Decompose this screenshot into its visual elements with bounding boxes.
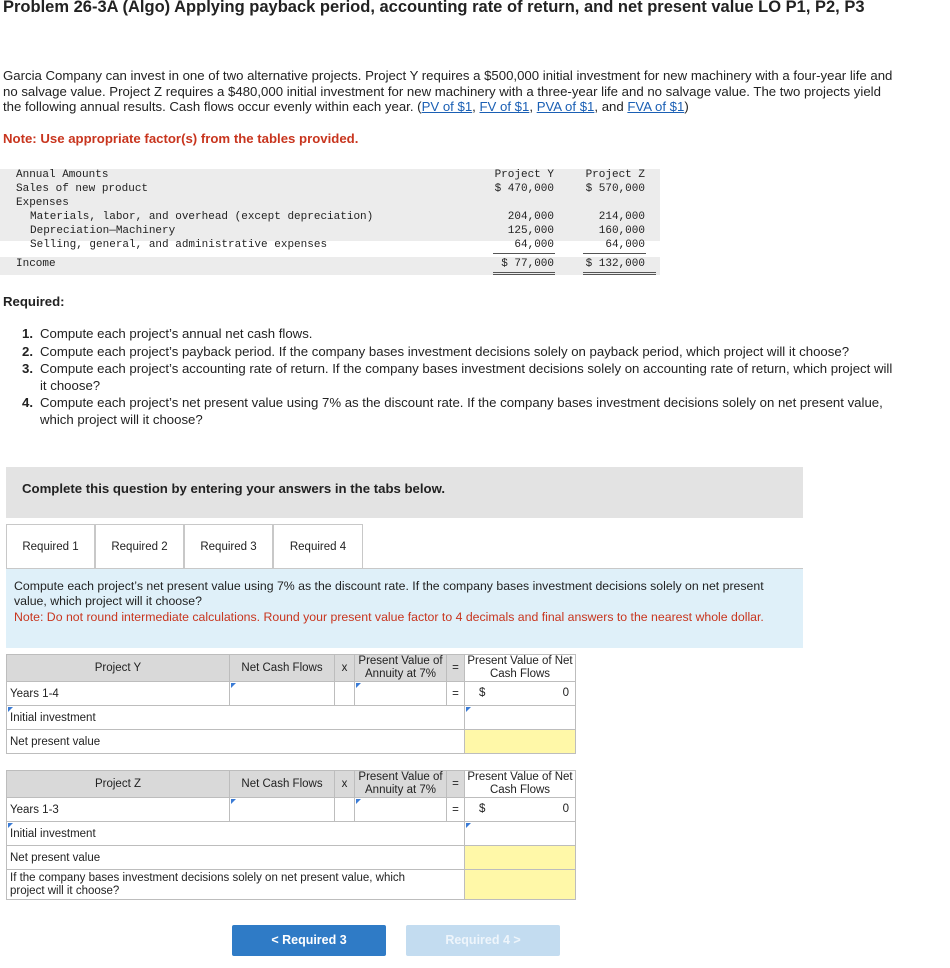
intro-text: Garcia Company can invest in one of two alternative projects. Project Y requires a $500,000 initial investment for new machinery with a four-year life and no salvage value. Project Z requires a $480,000 initial investment for new machinery with a three-year life and no salvage value. The two projects yield the following annual results. Cash flows occur evenly within each year.	[3, 68, 893, 114]
fin-row-label: Selling, general, and administrative expenses	[30, 239, 328, 251]
npv-input[interactable]	[465, 846, 576, 870]
times-cell	[335, 682, 355, 706]
rule	[583, 274, 656, 275]
pv-result-cell	[465, 682, 576, 706]
pv-result-value: 0	[562, 687, 569, 699]
panel-note: Note: Do not round intermediate calculations. Round your present value factor to 4 decimals and final answers to the nearest whole dollar.	[14, 610, 764, 624]
header-project: Project Y	[7, 655, 230, 682]
times-cell	[335, 798, 355, 822]
fin-row-y: $ 77,000	[501, 258, 554, 270]
rule	[583, 253, 646, 254]
required-item	[22, 361, 902, 394]
header-net-cash-flows: Net Cash Flows	[230, 771, 335, 798]
fin-row-label: Expenses	[16, 197, 69, 209]
fin-row-y: 64,000	[514, 239, 554, 251]
header-equals: =	[447, 771, 465, 798]
currency-sign: $	[479, 803, 486, 815]
fin-row-z: 64,000	[605, 239, 645, 251]
required-title: Required:	[3, 294, 65, 309]
initial-investment-label	[7, 706, 465, 730]
fin-row-y: 125,000	[507, 225, 554, 237]
project-choice-input[interactable]	[465, 870, 576, 900]
initial-investment-text: Initial investment	[10, 711, 96, 724]
net-cash-flows-input[interactable]	[230, 682, 335, 706]
fin-row-label: Income	[16, 258, 56, 270]
initial-investment-input[interactable]	[465, 822, 576, 846]
link-fva-of-1[interactable]: FVA of $1	[627, 99, 685, 114]
fin-row-label: Materials, labor, and overhead (except depreciation)	[30, 211, 374, 223]
rule	[493, 253, 555, 254]
fin-row-y: $ 470,000	[494, 183, 554, 195]
required-item	[22, 344, 902, 361]
fin-row-z: $ 132,000	[585, 258, 645, 270]
header-equals: =	[447, 655, 465, 682]
problem-intro	[3, 68, 893, 115]
instruction-panel	[6, 569, 803, 648]
item-num: 2.	[22, 343, 33, 359]
tab-required-4[interactable]: Required 4	[273, 524, 363, 569]
link-sep: ,	[472, 99, 480, 114]
initial-investment-label	[7, 822, 465, 846]
required-item	[22, 395, 902, 428]
page-title: Problem 26-3A (Algo) Applying payback period, accounting rate of return, and net present value LO P1, P2, P3	[3, 0, 865, 16]
rule	[493, 272, 555, 273]
annual-amounts-label: Annual Amounts	[16, 169, 109, 181]
item-num: 4.	[22, 395, 33, 410]
item-text: Compute each project’s annual net cash flows.	[40, 326, 313, 341]
col-project-y: Project Y	[494, 169, 554, 181]
panel-instruction: Compute each project’s net present value using 7% as the discount rate. If the company bases investment decisions solely on net present value, which project will it choose?	[14, 579, 764, 608]
choose-question	[7, 870, 465, 900]
pv-factor-input[interactable]	[355, 798, 447, 822]
years-label: Years 1-3	[7, 798, 230, 822]
header-pv-annuity: Present Value of Annuity at 7%	[355, 771, 447, 798]
link-pv-of-1[interactable]: PV of $1	[421, 99, 473, 114]
item-text: Compute each project’s accounting rate of return. If the company bases investment decisions solely on accounting rate of return, which project will it choose?	[40, 361, 893, 393]
fin-row-label: Sales of new product	[16, 183, 149, 195]
header-net-cash-flows: Net Cash Flows	[230, 655, 335, 682]
required-item	[22, 326, 902, 343]
item-text: Compute each project’s payback period. If the company bases investment decisions solely on payback period, which project will it choose?	[40, 343, 850, 359]
years-label: Years 1-4	[7, 682, 230, 706]
npv-table-project-y	[6, 654, 576, 754]
complete-instructions: Complete this question by entering your answers in the tabs below.	[22, 481, 446, 496]
item-num: 3.	[22, 361, 33, 376]
item-text: Compute each project’s net present value using 7% as the discount rate. If the company bases investment decisions solely on net present value, which project will it choose?	[40, 395, 883, 427]
required-list	[22, 326, 902, 429]
net-cash-flows-input[interactable]	[230, 798, 335, 822]
currency-sign: $	[479, 687, 486, 699]
npv-input[interactable]	[465, 730, 576, 754]
header-pv-annuity: Present Value of Annuity at 7%	[355, 655, 447, 682]
pv-result-value: 0	[562, 803, 569, 815]
paren-open: (	[417, 99, 422, 114]
tab-required-2[interactable]: Required 2	[95, 524, 184, 569]
npv-label: Net present value	[7, 730, 465, 754]
fin-row-label: Depreciation—Machinery	[30, 225, 176, 237]
link-sep: ,	[529, 99, 537, 114]
pv-factor-input[interactable]	[355, 682, 447, 706]
header-times: x	[335, 771, 355, 798]
col-project-z: Project Z	[585, 169, 645, 181]
next-required-4-button[interactable]: Required 4 >	[406, 925, 560, 956]
complete-instructions-box	[6, 467, 803, 518]
equals-cell: =	[447, 682, 465, 706]
link-pva-of-1[interactable]: PVA of $1	[536, 99, 595, 114]
factor-note: Note: Use appropriate factor(s) from the tables provided.	[3, 131, 359, 146]
pv-result-cell	[465, 798, 576, 822]
tab-required-3[interactable]: Required 3	[184, 524, 273, 569]
fin-row-y: 204,000	[507, 211, 554, 223]
header-project: Project Z	[7, 771, 230, 798]
fin-row-z: $ 570,000	[585, 183, 645, 195]
choose-question-text: If the company bases investment decisions solely on net present value, which project will it choose?	[10, 871, 406, 897]
link-sep: , and	[594, 99, 628, 114]
item-num: 1.	[22, 326, 33, 341]
fin-row-z: 160,000	[598, 225, 645, 237]
fin-row-z: 214,000	[598, 211, 645, 223]
financials-table	[0, 165, 660, 280]
initial-investment-input[interactable]	[465, 706, 576, 730]
rule	[583, 272, 656, 273]
header-pv-net-cash-flows: Present Value of Net Cash Flows	[465, 771, 576, 798]
header-pv-net-cash-flows: Present Value of Net Cash Flows	[465, 655, 576, 682]
prev-required-3-button[interactable]: < Required 3	[232, 925, 386, 956]
initial-investment-text: Initial investment	[10, 827, 96, 840]
header-times: x	[335, 655, 355, 682]
tab-required-1[interactable]: Required 1	[6, 524, 95, 569]
link-fv-of-1[interactable]: FV of $1	[479, 99, 530, 114]
rule	[493, 274, 555, 275]
npv-label: Net present value	[7, 846, 465, 870]
equals-cell: =	[447, 798, 465, 822]
npv-table-project-z	[6, 770, 576, 900]
paren-close: )	[684, 99, 689, 114]
